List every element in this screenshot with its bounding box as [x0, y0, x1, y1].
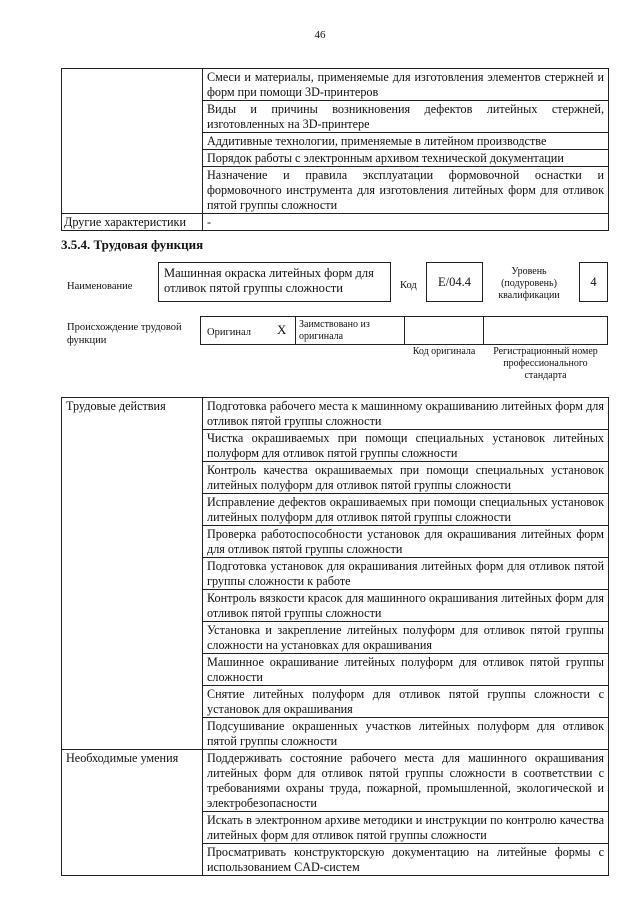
- function-name-box: [158, 262, 391, 302]
- action-item: Подготовка рабочего места к машинному окрашиванию литейных форм для отливок пятой группы сложности: [203, 398, 609, 430]
- knowledge-item: Назначение и правила эксплуатации формовочной оснастки и формовочного инструмента для изготовления литейных форм для отливок пятой группы сложности: [203, 167, 609, 214]
- action-item: Подготовка установок для окрашивания литейных форм для отливок пятой группы сложности к работе: [203, 558, 609, 590]
- action-item: Снятие литейных полуформ для отливок пятой группы сложности с установок для окрашивания: [203, 686, 609, 718]
- original-label: Оригинал: [207, 327, 251, 338]
- knowledge-label-cell: [62, 69, 203, 214]
- knowledge-item: Виды и причины возникновения дефектов литейных стержней, изготовленных на 3D-принтере: [203, 101, 609, 133]
- table-row: [62, 214, 609, 231]
- skills-label: Необходимые умения: [62, 750, 203, 876]
- knowledge-item: Аддитивные технологии, применяемые в литейном производстве: [203, 133, 609, 150]
- function-code: E/04.4: [438, 275, 471, 289]
- labor-function-table: [61, 397, 609, 876]
- code-label: Код: [400, 280, 417, 291]
- knowledge-item: Порядок работы с электронным архивом технической документации: [203, 150, 609, 167]
- level-label: Уровень (подуровень) квалификации: [498, 266, 560, 301]
- code-caption: Код оригинала: [412, 346, 476, 357]
- action-item: Чистка окрашиваемых при помощи специальных установок литейных полуформ для отливок пятой группы сложности: [203, 430, 609, 462]
- section-title: 3.5.4. Трудовая функция: [61, 237, 204, 252]
- original-code-box: [404, 316, 484, 345]
- action-item: Установка и закрепление литейных полуформ для отливок пятой группы сложности на установках для окрашивания: [203, 622, 609, 654]
- other-characteristics-label: Другие характеристики: [62, 214, 203, 231]
- skill-item: Поддерживать состояние рабочего места для машинного окрашивания литейных форм для отливок пятой группы сложности в соответствии с требованиями охраны труда, пожарной, промышленной, экологической и электробезопасности: [203, 750, 609, 812]
- code-box: [426, 262, 483, 302]
- qualification-level: 4: [590, 275, 597, 289]
- registration-caption: Регистрационный номер профессионального стандарта: [493, 346, 598, 381]
- actions-label: Трудовые действия: [62, 398, 203, 750]
- action-item: Контроль качества окрашиваемых при помощи специальных установок литейных полуформ для отливок пятой группы сложности: [203, 462, 609, 494]
- other-characteristics-value: -: [203, 214, 609, 231]
- table-row: [62, 398, 609, 430]
- skill-item: Просматривать конструкторскую документацию на литейные формы с использованием CAD-систем: [203, 844, 609, 876]
- original-mark: X: [277, 322, 287, 337]
- table-row: [62, 69, 609, 101]
- function-name: Машинная окраска литейных форм для отливок пятой группы сложности: [164, 266, 374, 295]
- knowledge-item: Смеси и материалы, применяемые для изготовления элементов стержней и форм при помощи 3D-принтеров: [203, 69, 609, 101]
- knowledge-table: [61, 68, 609, 231]
- borrowed-label: Заимствовано из оригинала: [299, 319, 370, 342]
- level-box: [579, 262, 608, 302]
- action-item: Контроль вязкости красок для машинного окрашивания литейных форм для отливок пятой группы сложности: [203, 590, 609, 622]
- action-item: Машинное окрашивание литейных полуформ для отливок пятой группы сложности: [203, 654, 609, 686]
- page-number: 46: [314, 29, 326, 41]
- original-box: [200, 316, 296, 345]
- borrowed-box: [295, 316, 405, 345]
- action-item: Исправление дефектов окрашиваемых при помощи специальных установок литейных полуформ для отливок пятой группы сложности: [203, 494, 609, 526]
- skill-item: Искать в электронном архиве методики и инструкции по контролю качества литейных форм для отливок пятой группы сложности: [203, 812, 609, 844]
- table-row: [62, 750, 609, 812]
- name-label: Наименование: [67, 281, 133, 292]
- origin-label: Происхождение трудовой функции: [67, 322, 182, 346]
- action-item: Подсушивание окрашенных участков литейных полуформ для отливок пятой группы сложности: [203, 718, 609, 750]
- action-item: Проверка работоспособности установок для окрашивания литейных форм для отливок пятой группы сложности: [203, 526, 609, 558]
- registration-number-box: [483, 316, 608, 345]
